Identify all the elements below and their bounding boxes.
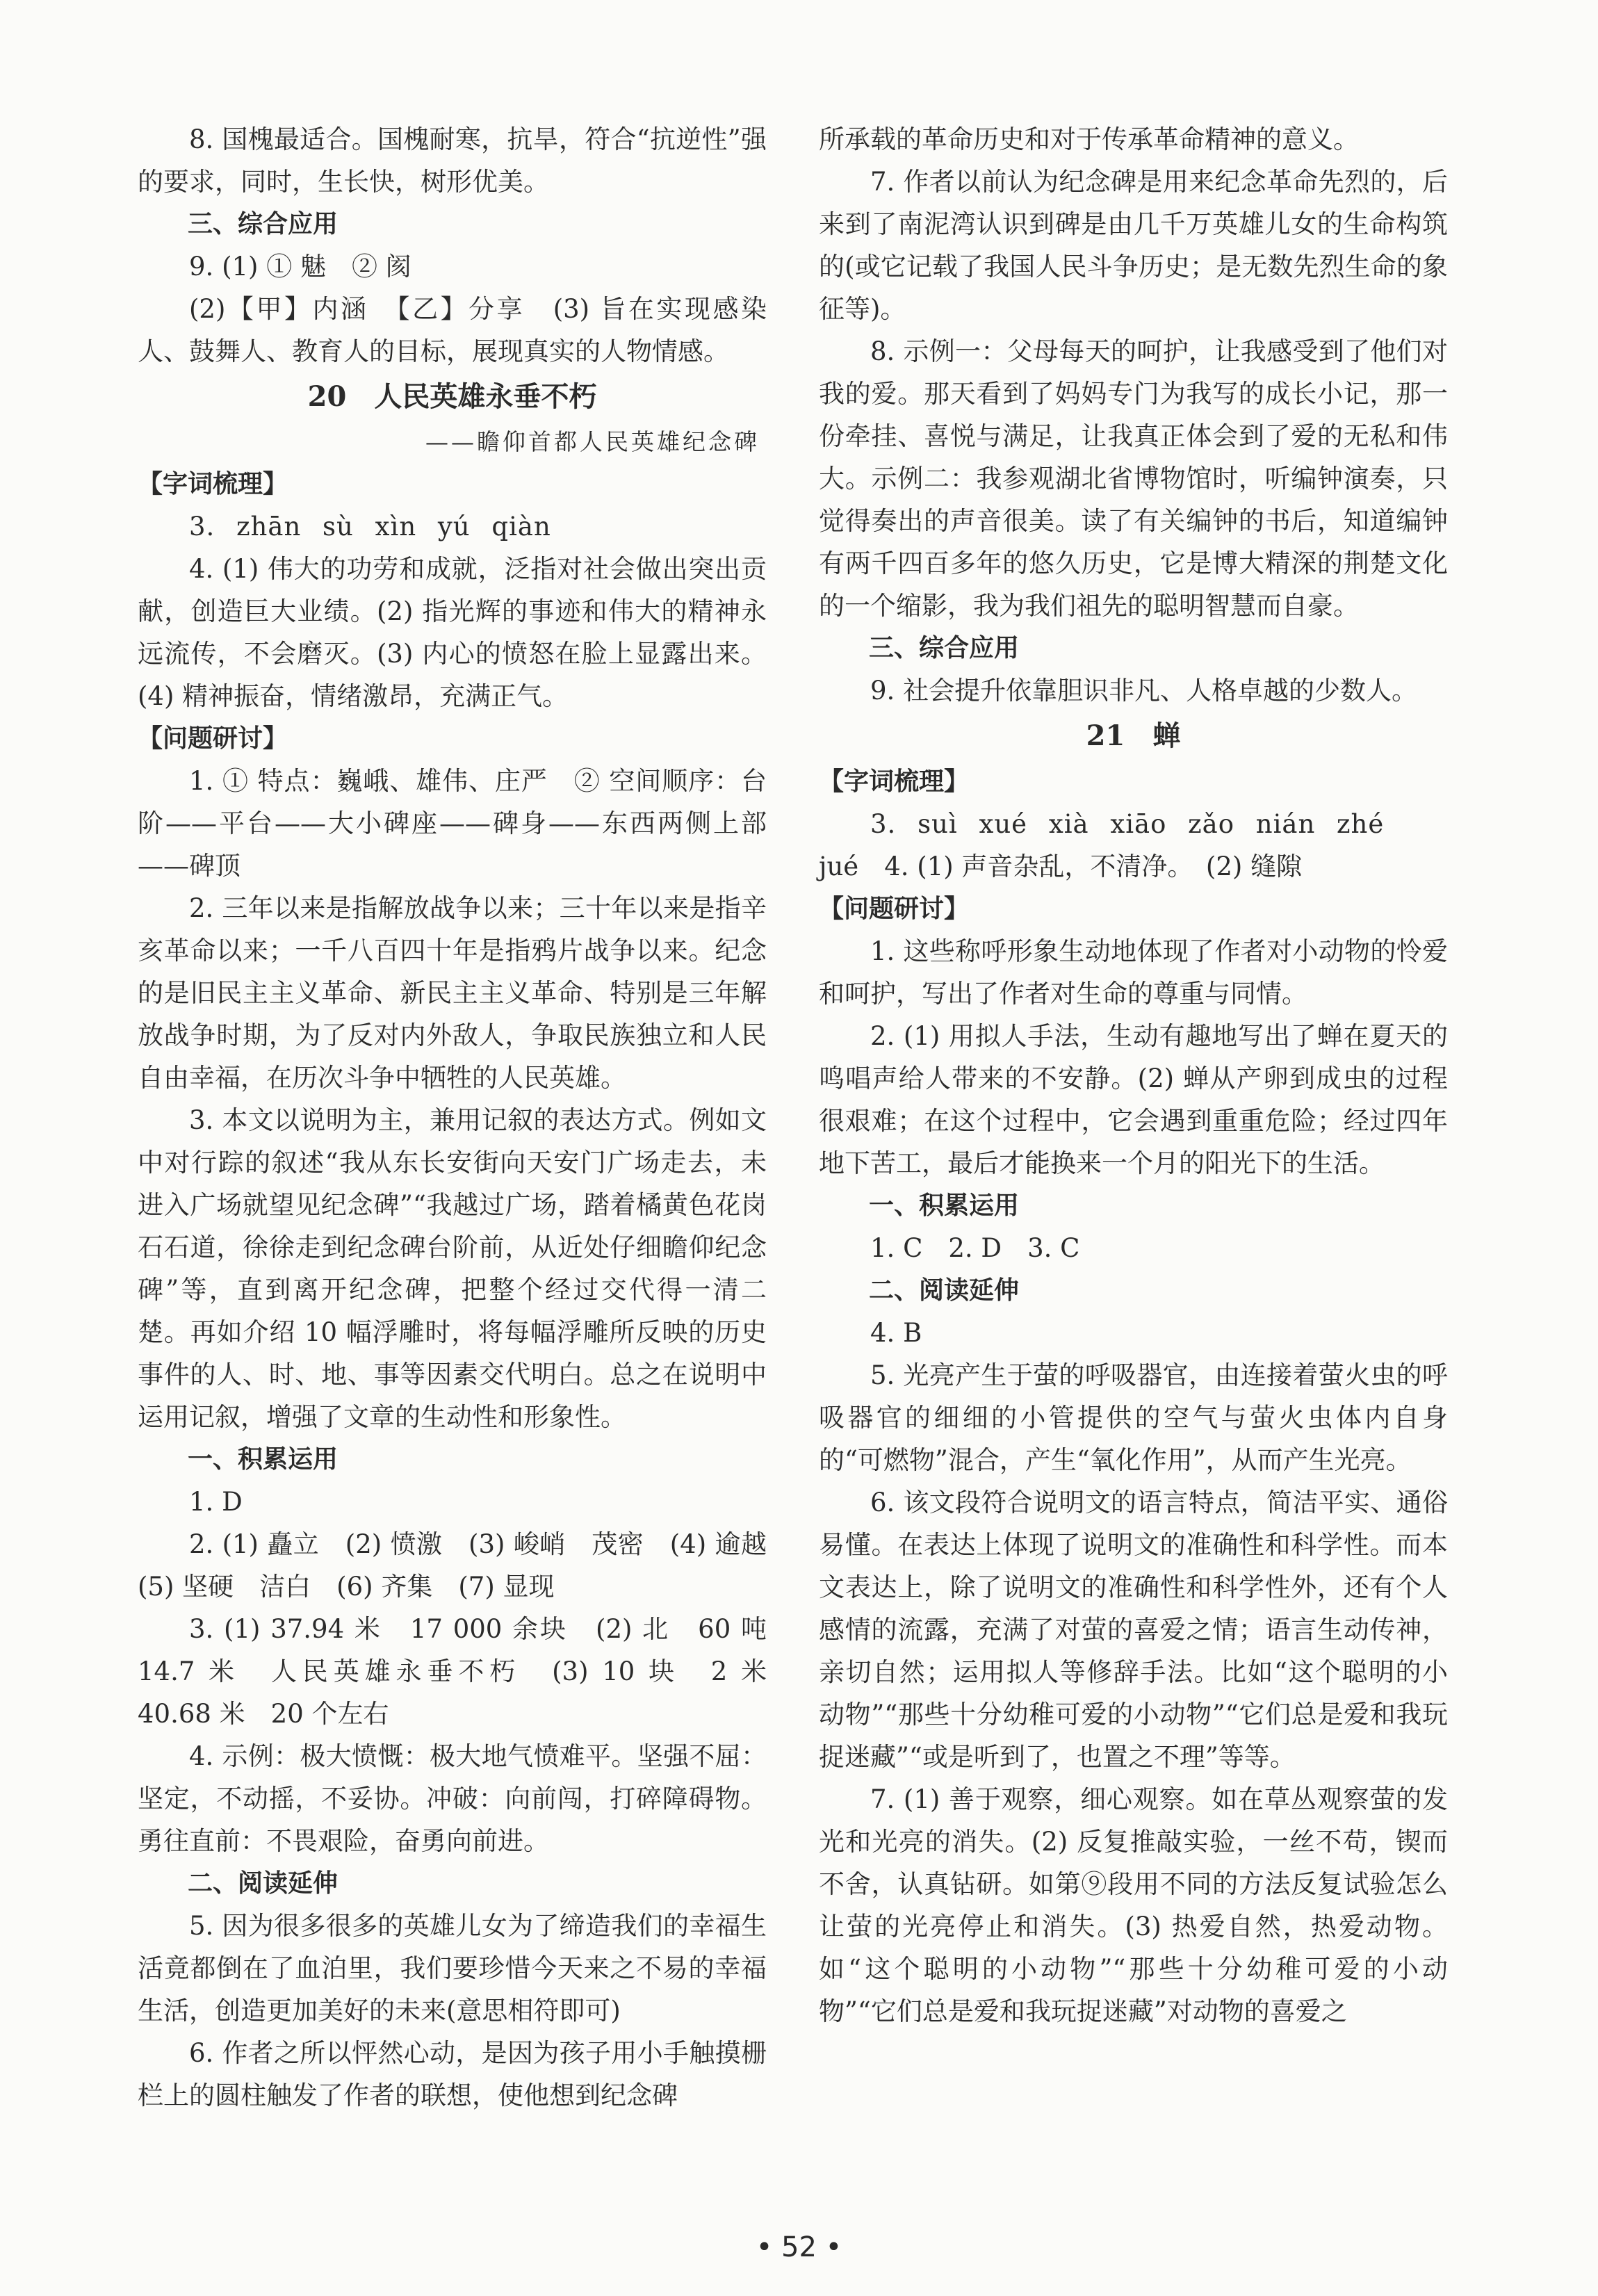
lesson-subtitle: ——瞻仰首都人民英雄纪念碑 bbox=[425, 428, 760, 455]
answer-paragraph: 7. (1) 善于观察，细心观察。如在草丛观察萤的发光和光亮的消失。(2) 反复推敲实验，一丝不苟，锲而不舍，认真钻研。如第⑨段用不同的方法反复试验怎么让萤的光亮停止和消失。(3) 热爱自然，热爱动物。如“这个聪明的小动物”“那些十分幼稚可爱的小动物”“它们总是爱和我玩捉迷藏”对动物的喜爱之 bbox=[819, 1784, 1448, 2026]
answer-paragraph: 3. (1) 37.94 米 17 000 余块 (2) 北 60 吨 14.7 米 人民英雄永垂不朽 (3) 10 块 2 米 40.68 米 20 个左右 bbox=[138, 1614, 792, 1729]
answer-paragraph: 4. B bbox=[870, 1318, 922, 1348]
answer-paragraph: (2)【甲】内涵 【乙】分享 (3) 旨在实现感染人、鼓舞人、教育人的目标，展现真实的人物情感。 bbox=[138, 294, 767, 366]
answer-paragraph: 3. 本文以说明为主，兼用记叙的表达方式。例如文中对行踪的叙述“我从东长安街向天安门广场走去，未进入广场就望见纪念碑”“我越过广场，踏着橘黄色花岗石石道，徐徐走到纪念碑台阶前，从近处仔细瞻仰纪念碑”等，直到离开纪念碑，把整个经过交代得一清二楚。再如介绍 10 幅浮雕时，将每幅浮雕所反映的历史事件的人、时、地、事等因素交代明白。总之在说明中运用记叙，增强了文章的生动性和形象性。 bbox=[138, 1105, 767, 1432]
section-heading: 三、综合应用 bbox=[188, 210, 339, 238]
answer-paragraph: 2. (1) 用拟人手法，生动有趣地写出了蝉在夏天的鸣唱声给人带来的不安静。(2) 蝉从产卵到成虫的过程很艰难；在这个过程中，它会遇到重重危险；经过四年地下苦工，最后才能换来一个月的阳光下的生活。 bbox=[819, 1021, 1448, 1178]
answer-paragraph: 6. 作者之所以怦然心动，是因为孩子用小手触摸栅栏上的圆柱触发了作者的联想，使他想到纪念碑 bbox=[138, 2038, 767, 2110]
answer-paragraph: 2. 三年以来是指解放战争以来；三十年以来是指辛亥革命以来；一千八百四十年是指鸦片战争以来。纪念的是旧民主主义革命、新民主主义革命、特别是三年解放战争时期，为了反对内外敌人，争取民族独立和人民自由幸福，在历次斗争中牺牲的人民英雄。 bbox=[138, 893, 767, 1093]
answer-paragraph: 5. 光亮产生于萤的呼吸器官，由连接着萤火虫的呼吸器官的细细的小管提供的空气与萤火虫体内自身的“可燃物”混合，产生“氧化作用”，从而产生光亮。 bbox=[819, 1360, 1448, 1475]
section-heading: 一、积累运用 bbox=[869, 1191, 1020, 1220]
page-number: • 52 • bbox=[756, 2231, 842, 2263]
answer-paragraph: 8. 示例一：父母每天的呵护，让我感受到了他们对我的爱。那天看到了妈妈专门为我写的成长小记，那一份牵挂、喜悦与满足，让我真正体会到了爱的无私和伟大。示例二：我参观湖北省博物馆时，听编钟演奏，只觉得奏出的声音很美。读了有关编钟的书后，知道编钟有两千四百多年的悠久历史，它是博大精深的荆楚文化的一个缩影，我为我们祖先的聪明智慧而自豪。 bbox=[819, 336, 1448, 621]
answer-paragraph: 9. (1) ① 魅 ② 阂 bbox=[189, 252, 411, 282]
answer-paragraph: 7. 作者以前认为纪念碑是用来纪念革命先烈的，后来到了南泥湾认识到碑是由几千万英雄儿女的生命构筑的(或它记载了我国人民斗争历史；是无数先烈生命的象征等)。 bbox=[819, 167, 1448, 324]
lesson-title: 20 人民英雄永垂不朽 bbox=[307, 380, 597, 413]
answer-paragraph: 1. 这些称呼形象生动地体现了作者对小动物的怜爱和呵护，写出了作者对生命的尊重与同情。 bbox=[819, 936, 1448, 1009]
right-column bbox=[819, 118, 1448, 2033]
answer-paragraph: 4. 示例：极大愤慨：极大地气愤难平。坚强不屈：坚定，不动摇，不妥协。冲破：向前闯，打碎障碍物。勇往直前：不畏艰险，奋勇向前进。 bbox=[138, 1741, 767, 1856]
bracket-heading: 【字词梳理】 bbox=[819, 767, 970, 796]
bracket-heading: 【问题研讨】 bbox=[138, 724, 288, 753]
section-heading: 二、阅读延伸 bbox=[188, 1869, 339, 1898]
section-heading: 二、阅读延伸 bbox=[869, 1276, 1020, 1305]
answer-paragraph: 1. C 2. D 3. C bbox=[870, 1233, 1080, 1263]
continued-paragraph: 所承载的革命历史和对于传承革命精神的意义。 bbox=[819, 124, 1359, 154]
answer-paragraph: 5. 因为很多很多的英雄儿女为了缔造我们的幸福生活竟都倒在了血泊里，我们要珍惜今天来之不易的幸福生活，创造更加美好的未来(意思相符即可) bbox=[138, 1911, 767, 2026]
bracket-heading: 【字词梳理】 bbox=[138, 470, 288, 498]
pinyin-answer: 3. zhān sù xìn yú qiàn bbox=[189, 512, 551, 542]
answer-paragraph: 2. (1) 矗立 (2) 愤激 (3) 峻峭 茂密 (4) 逾越 (5) 坚硬 洁白 (6) 齐集 (7) 显现 bbox=[138, 1529, 792, 1602]
answer-paragraph: 9. 社会提升依靠胆识非凡、人格卓越的少数人。 bbox=[870, 676, 1418, 706]
pinyin-answer: 3. suì xué xià xiāo zǎo nián zhé bbox=[870, 809, 1385, 839]
section-heading: 三、综合应用 bbox=[869, 634, 1020, 662]
left-column bbox=[138, 118, 792, 2117]
answer-paragraph: 6. 该文段符合说明文的语言特点，简洁平实、通俗易懂。在表达上体现了说明文的准确性和科学性。而本文表达上，除了说明文的准确性和科学性外，还有个人感情的流露，充满了对萤的喜爱之情；语言生动传神，亲切自然；运用拟人等修辞手法。比如“这个聪明的小动物”“那些十分幼稚可爱的小动物”“它们总是爱和我玩捉迷藏”“或是听到了，也置之不理”等等。 bbox=[819, 1488, 1448, 1772]
continued-paragraph: jué 4. (1) 声音杂乱，不清净。 (2) 缝隙 bbox=[819, 852, 1303, 881]
answer-paragraph: 4. (1) 伟大的功劳和成就，泛指对社会做出突出贡献，创造巨大业绩。(2) 指光辉的事迹和伟大的精神永远流传，不会磨灭。(3) 内心的愤怒在脸上显露出来。(4) 精神振奋，情绪激昂，充满正气。 bbox=[138, 554, 767, 711]
bracket-heading: 【问题研讨】 bbox=[819, 895, 970, 923]
section-heading: 一、积累运用 bbox=[188, 1445, 339, 1474]
lesson-title: 21 蝉 bbox=[1086, 719, 1181, 752]
answer-paragraph: 1. D bbox=[189, 1487, 243, 1517]
answer-paragraph: 1. ① 特点：巍峨、雄伟、庄严 ② 空间顺序：台阶——平台——大小碑座——碑身——东西两侧上部——碑顶 bbox=[138, 766, 767, 881]
answer-paragraph: 8. 国槐最适合。国槐耐寒，抗旱，符合“抗逆性”强的要求，同时，生长快，树形优美。 bbox=[138, 124, 767, 197]
